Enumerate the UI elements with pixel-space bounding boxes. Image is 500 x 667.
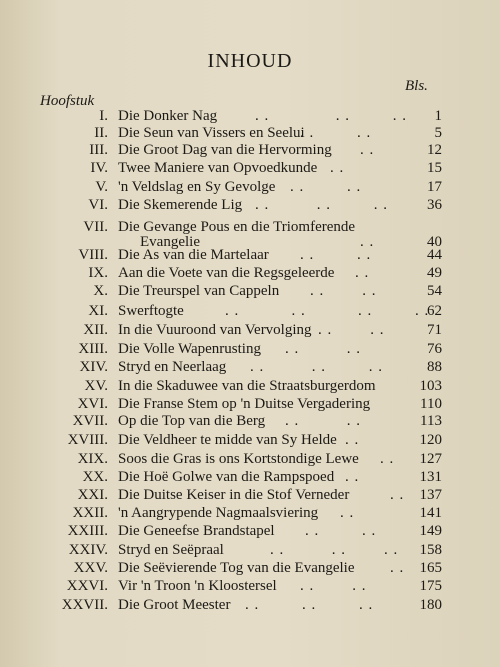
chapter-column-header: Hoofstuk bbox=[40, 93, 95, 109]
page-number: 110 bbox=[420, 396, 442, 412]
page-number: 15 bbox=[427, 160, 442, 176]
dot-leader: . . bbox=[380, 451, 395, 467]
chapter-number: XVIII. bbox=[67, 432, 108, 448]
chapter-title: In die Vuuroond van Vervolging bbox=[118, 322, 312, 338]
chapter-title: Die Veldheer te midde van Sy Helde bbox=[118, 432, 337, 448]
dot-leader: . . . . bbox=[285, 413, 361, 429]
page-number: 12 bbox=[427, 142, 442, 158]
page-number: 36 bbox=[427, 197, 442, 213]
chapter-number: XII. bbox=[83, 322, 108, 338]
dot-leader: . . . . bbox=[290, 179, 362, 195]
chapter-number: XVII. bbox=[72, 413, 108, 429]
dot-leader: . . . . . . . . bbox=[225, 303, 430, 319]
page-column-header: Bls. bbox=[405, 78, 428, 94]
dot-leader: . . bbox=[390, 487, 405, 503]
page-number: 175 bbox=[419, 578, 442, 594]
dot-leader: . . . . bbox=[318, 322, 385, 338]
chapter-number: VII. bbox=[83, 219, 108, 235]
page-number: 49 bbox=[427, 265, 442, 281]
chapter-number: XVI. bbox=[77, 396, 108, 412]
chapter-title: Stryd en Neerlaag bbox=[118, 359, 227, 375]
dot-leader: . . bbox=[390, 560, 405, 576]
chapter-title: In die Skaduwee van die Straatsburgerdom bbox=[118, 378, 376, 394]
dot-leader: . . . . . . bbox=[245, 597, 374, 613]
chapter-title: Swerftogte bbox=[118, 303, 184, 319]
chapter-number: XXV. bbox=[73, 560, 108, 576]
chapter-number: XXIV. bbox=[68, 542, 108, 558]
dot-leader: . . bbox=[360, 234, 375, 250]
chapter-number: XIII. bbox=[78, 341, 108, 357]
page-number: 5 bbox=[434, 125, 442, 141]
chapter-number: XX. bbox=[82, 469, 108, 485]
chapter-title: Die Franse Stem op 'n Duitse Vergadering bbox=[118, 396, 371, 412]
chapter-number: IX. bbox=[88, 265, 108, 281]
dot-leader: . . . . . . bbox=[255, 197, 388, 213]
chapter-number: VI. bbox=[88, 197, 108, 213]
chapter-number: XXVII. bbox=[61, 597, 108, 613]
page-number: 103 bbox=[419, 378, 442, 394]
chapter-title: 'n Aangrypende Nagmaalsviering bbox=[118, 505, 319, 521]
chapter-number: II. bbox=[94, 125, 108, 141]
dot-leader: . . . . bbox=[300, 578, 367, 594]
dot-leader: . . . . . . bbox=[270, 542, 399, 558]
chapter-number: V. bbox=[95, 179, 108, 195]
page-number: 44 bbox=[427, 247, 442, 263]
dot-leader: . . bbox=[360, 142, 375, 158]
page-number: 71 bbox=[427, 322, 442, 338]
chapter-title: Die Seëvierende Tog van die Evangelie bbox=[118, 560, 355, 576]
chapter-title: Aan die Voete van die Regsgeleerde bbox=[118, 265, 335, 281]
page-number: 88 bbox=[427, 359, 442, 375]
chapter-title: Twee Maniere van Opvoedkunde bbox=[118, 160, 318, 176]
dot-leader: . . . . . . bbox=[250, 359, 383, 375]
page-number: 158 bbox=[419, 542, 442, 558]
dot-leader: . . . . bbox=[285, 341, 361, 357]
chapter-number: XXII. bbox=[72, 505, 108, 521]
chapter-title: Die Gevange Pous en die Triomferende bbox=[118, 219, 356, 235]
page-number: 180 bbox=[419, 597, 442, 613]
page-number: 149 bbox=[419, 523, 442, 539]
page-number: 120 bbox=[419, 432, 442, 448]
page-number: 40 bbox=[427, 234, 442, 250]
chapter-title: Die Volle Wapenrusting bbox=[118, 341, 261, 357]
chapter-title: Op die Top van die Berg bbox=[118, 413, 266, 429]
dot-leader: . . . . bbox=[310, 283, 377, 299]
chapter-title: Vir 'n Troon 'n Kloostersel bbox=[118, 578, 277, 594]
chapter-number: XI. bbox=[88, 303, 108, 319]
page-number: 165 bbox=[419, 560, 442, 576]
chapter-title: Die Geneefse Brandstapel bbox=[118, 523, 275, 539]
page-number: 1 bbox=[434, 108, 442, 124]
page-number: 76 bbox=[427, 341, 442, 357]
dot-leader: . . bbox=[345, 469, 360, 485]
chapter-number: X. bbox=[93, 283, 108, 299]
chapter-number: XV. bbox=[84, 378, 108, 394]
dot-leader: . . . . bbox=[300, 125, 372, 141]
chapter-title: Soos die Gras is ons Kortstondige Lewe bbox=[118, 451, 359, 467]
chapter-number: I. bbox=[99, 108, 108, 124]
chapter-number: IV. bbox=[90, 160, 108, 176]
chapter-title: Die Hoë Golwe van die Rampspoed bbox=[118, 469, 335, 485]
page-number: 127 bbox=[419, 451, 442, 467]
dot-leader: . . . . bbox=[300, 247, 372, 263]
chapter-number: XIX. bbox=[77, 451, 108, 467]
chapter-number: III. bbox=[89, 142, 108, 158]
chapter-title: Stryd en Seëpraal bbox=[118, 542, 224, 558]
chapter-title: Die Donker Nag bbox=[118, 108, 218, 124]
dot-leader: . . bbox=[345, 432, 360, 448]
page-number: 137 bbox=[419, 487, 442, 503]
page-number: 17 bbox=[427, 179, 442, 195]
page-number: 113 bbox=[420, 413, 442, 429]
chapter-number: XXVI. bbox=[66, 578, 108, 594]
chapter-title: Die Duitse Keiser in die Stof Verneder bbox=[118, 487, 350, 503]
chapter-title: Die Skemerende Lig bbox=[118, 197, 243, 213]
chapter-title-continuation: Evangelie bbox=[140, 234, 200, 250]
chapter-number: XXI. bbox=[77, 487, 108, 503]
chapter-title: Die Groot Dag van die Hervorming bbox=[118, 142, 332, 158]
dot-leader: . . bbox=[355, 265, 370, 281]
chapter-title: 'n Veldslag en Sy Gevolge bbox=[118, 179, 276, 195]
chapter-number: XXIII. bbox=[67, 523, 108, 539]
chapter-title: Die Groot Meester bbox=[118, 597, 231, 613]
page-number: 54 bbox=[427, 283, 442, 299]
page-number: 62 bbox=[427, 303, 442, 319]
chapter-title: Die Seun van Vissers en Seelui bbox=[118, 125, 305, 141]
page-number: 131 bbox=[419, 469, 442, 485]
chapter-number: VIII. bbox=[78, 247, 108, 263]
dot-leader: . . . . . . bbox=[255, 108, 407, 124]
chapter-title: Die Treurspel van Cappeln bbox=[118, 283, 280, 299]
dot-leader: . . . . bbox=[305, 523, 377, 539]
page-title: INHOUD bbox=[207, 50, 293, 72]
dot-leader: . . bbox=[330, 160, 345, 176]
page-number: 141 bbox=[419, 505, 442, 521]
chapter-number: XIV. bbox=[79, 359, 108, 375]
dot-leader: . . bbox=[340, 505, 355, 521]
chapter-title: Die As van die Martelaar bbox=[118, 247, 269, 263]
